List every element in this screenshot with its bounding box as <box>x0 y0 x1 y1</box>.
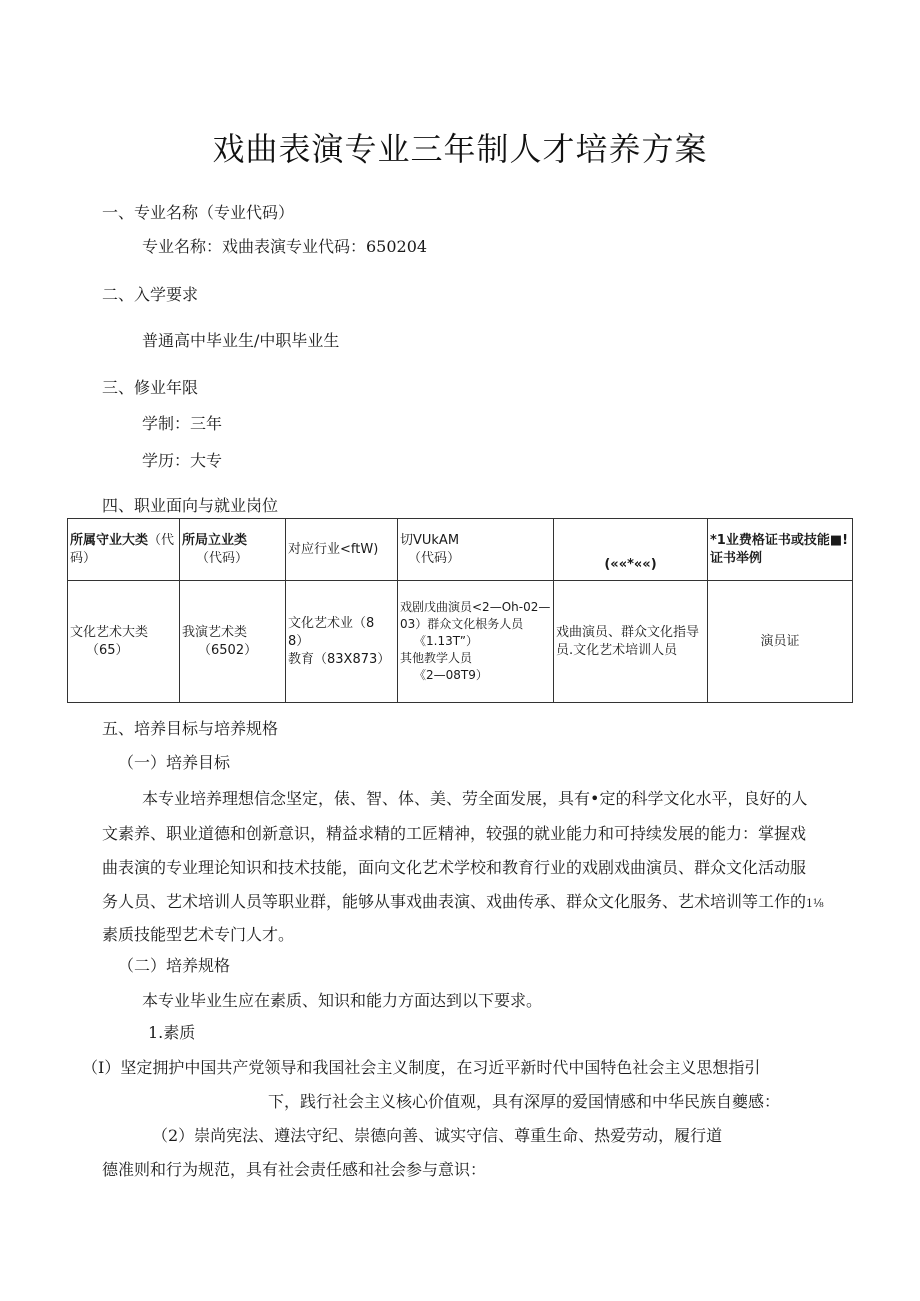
cell-occupation: 戏剧戊曲演员<2—Oh-02— 03）群众文化根务人员 《1.13T”） 其他教学人员 《2—08T9） <box>398 581 554 703</box>
header-cell-industry: 对应行业<ftW) <box>286 519 398 581</box>
admission-line: 普通高中毕业生/中职毕业生 <box>142 331 340 350</box>
cell-positions: 戏曲演员、群众文化指导 员.文化艺术培训人员 <box>554 581 708 703</box>
header-cell-occupation: 切VUkAM （代码） <box>398 519 554 581</box>
section-4-heading: 四、职业面向与就业岗位 <box>102 496 279 515</box>
schooling-years: 学制：三年 <box>142 414 223 433</box>
cell-certificate: 演员证 <box>708 581 853 703</box>
cell-major-class: 我演艺术类 （6502） <box>180 581 286 703</box>
header-cell-certificates: *1业费格证书或技能■! 证书举例 <box>708 519 853 581</box>
page-title: 戏曲表演专业三年制人才培养方案 <box>212 130 708 168</box>
header-cell-positions: (««*««) <box>554 519 708 581</box>
subsection-goals-heading: （一）培养目标 <box>118 753 231 772</box>
degree-level: 学历：大专 <box>142 451 223 470</box>
cell-industry: 文化艺术业（88） 教育（83X873） <box>286 581 398 703</box>
header-cell-major-category: 所属守业大类（代码） <box>68 519 180 581</box>
section-2-heading: 二、入学要求 <box>102 285 199 304</box>
quality-item-1-line-2: 下，践行社会主义核心价值观，具有深厚的爱国情感和中华民族自夔感： <box>268 1092 781 1111</box>
career-table <box>67 518 853 703</box>
quality-item-2-line-2: 德准则和行为规范，具有社会责任感和社会参与意识： <box>102 1160 487 1179</box>
goals-paragraph-line-3: 曲表演的专业理论知识和技术技能，面向文化艺术学校和教育行业的戏剧戏曲演员、群众文化活动服 <box>102 858 807 877</box>
table-row <box>68 581 853 703</box>
cell-major-category: 文化艺术大类 （65） <box>68 581 180 703</box>
section-1-heading: 一、专业名称（专业代码） <box>102 203 295 222</box>
quality-item-1-line-1: （I）坚定拥护中国共产党领导和我国社会主义制度，在习近平新时代中国特色社会主义思想指引 <box>82 1058 761 1077</box>
header-cell-major-class: 所局立业类 （代码） <box>180 519 286 581</box>
section-3-heading: 三、修业年限 <box>102 378 199 397</box>
goals-paragraph-line-2: 文素养、职业道德和创新意识，精益求精的工匠精神，较强的就业能力和可持续发展的能力：掌握戏 <box>102 824 807 843</box>
quality-heading: 1.素质 <box>148 1023 196 1042</box>
goals-paragraph-line-5: 素质技能型艺术专门人才。 <box>102 925 295 944</box>
goals-paragraph-line-1: 本专业培养理想信念坚定，俵、智、体、美、劳全面发展，具有•定的科学文化水平，良好的人 <box>142 789 808 808</box>
section-5-heading: 五、培养目标与培养规格 <box>102 719 279 738</box>
goals-paragraph-line-4: 务人员、艺术培训人员等职业群，能够从事戏曲表演、戏曲传承、群众文化服务、艺术培训等工作的1⅛ <box>102 892 824 911</box>
table-header-row <box>68 519 853 581</box>
major-name-line: 专业名称：戏曲表演专业代码：650204 <box>142 237 428 256</box>
subsection-specs-heading: （二）培养规格 <box>118 956 231 975</box>
quality-item-2-line-1: （2）崇尚宪法、遵法守纪、崇德向善、诚实守信、尊重生命、热爱劳动，履行道 <box>152 1126 723 1145</box>
specs-intro: 本专业毕业生应在素质、知识和能力方面达到以下要求。 <box>142 991 543 1010</box>
